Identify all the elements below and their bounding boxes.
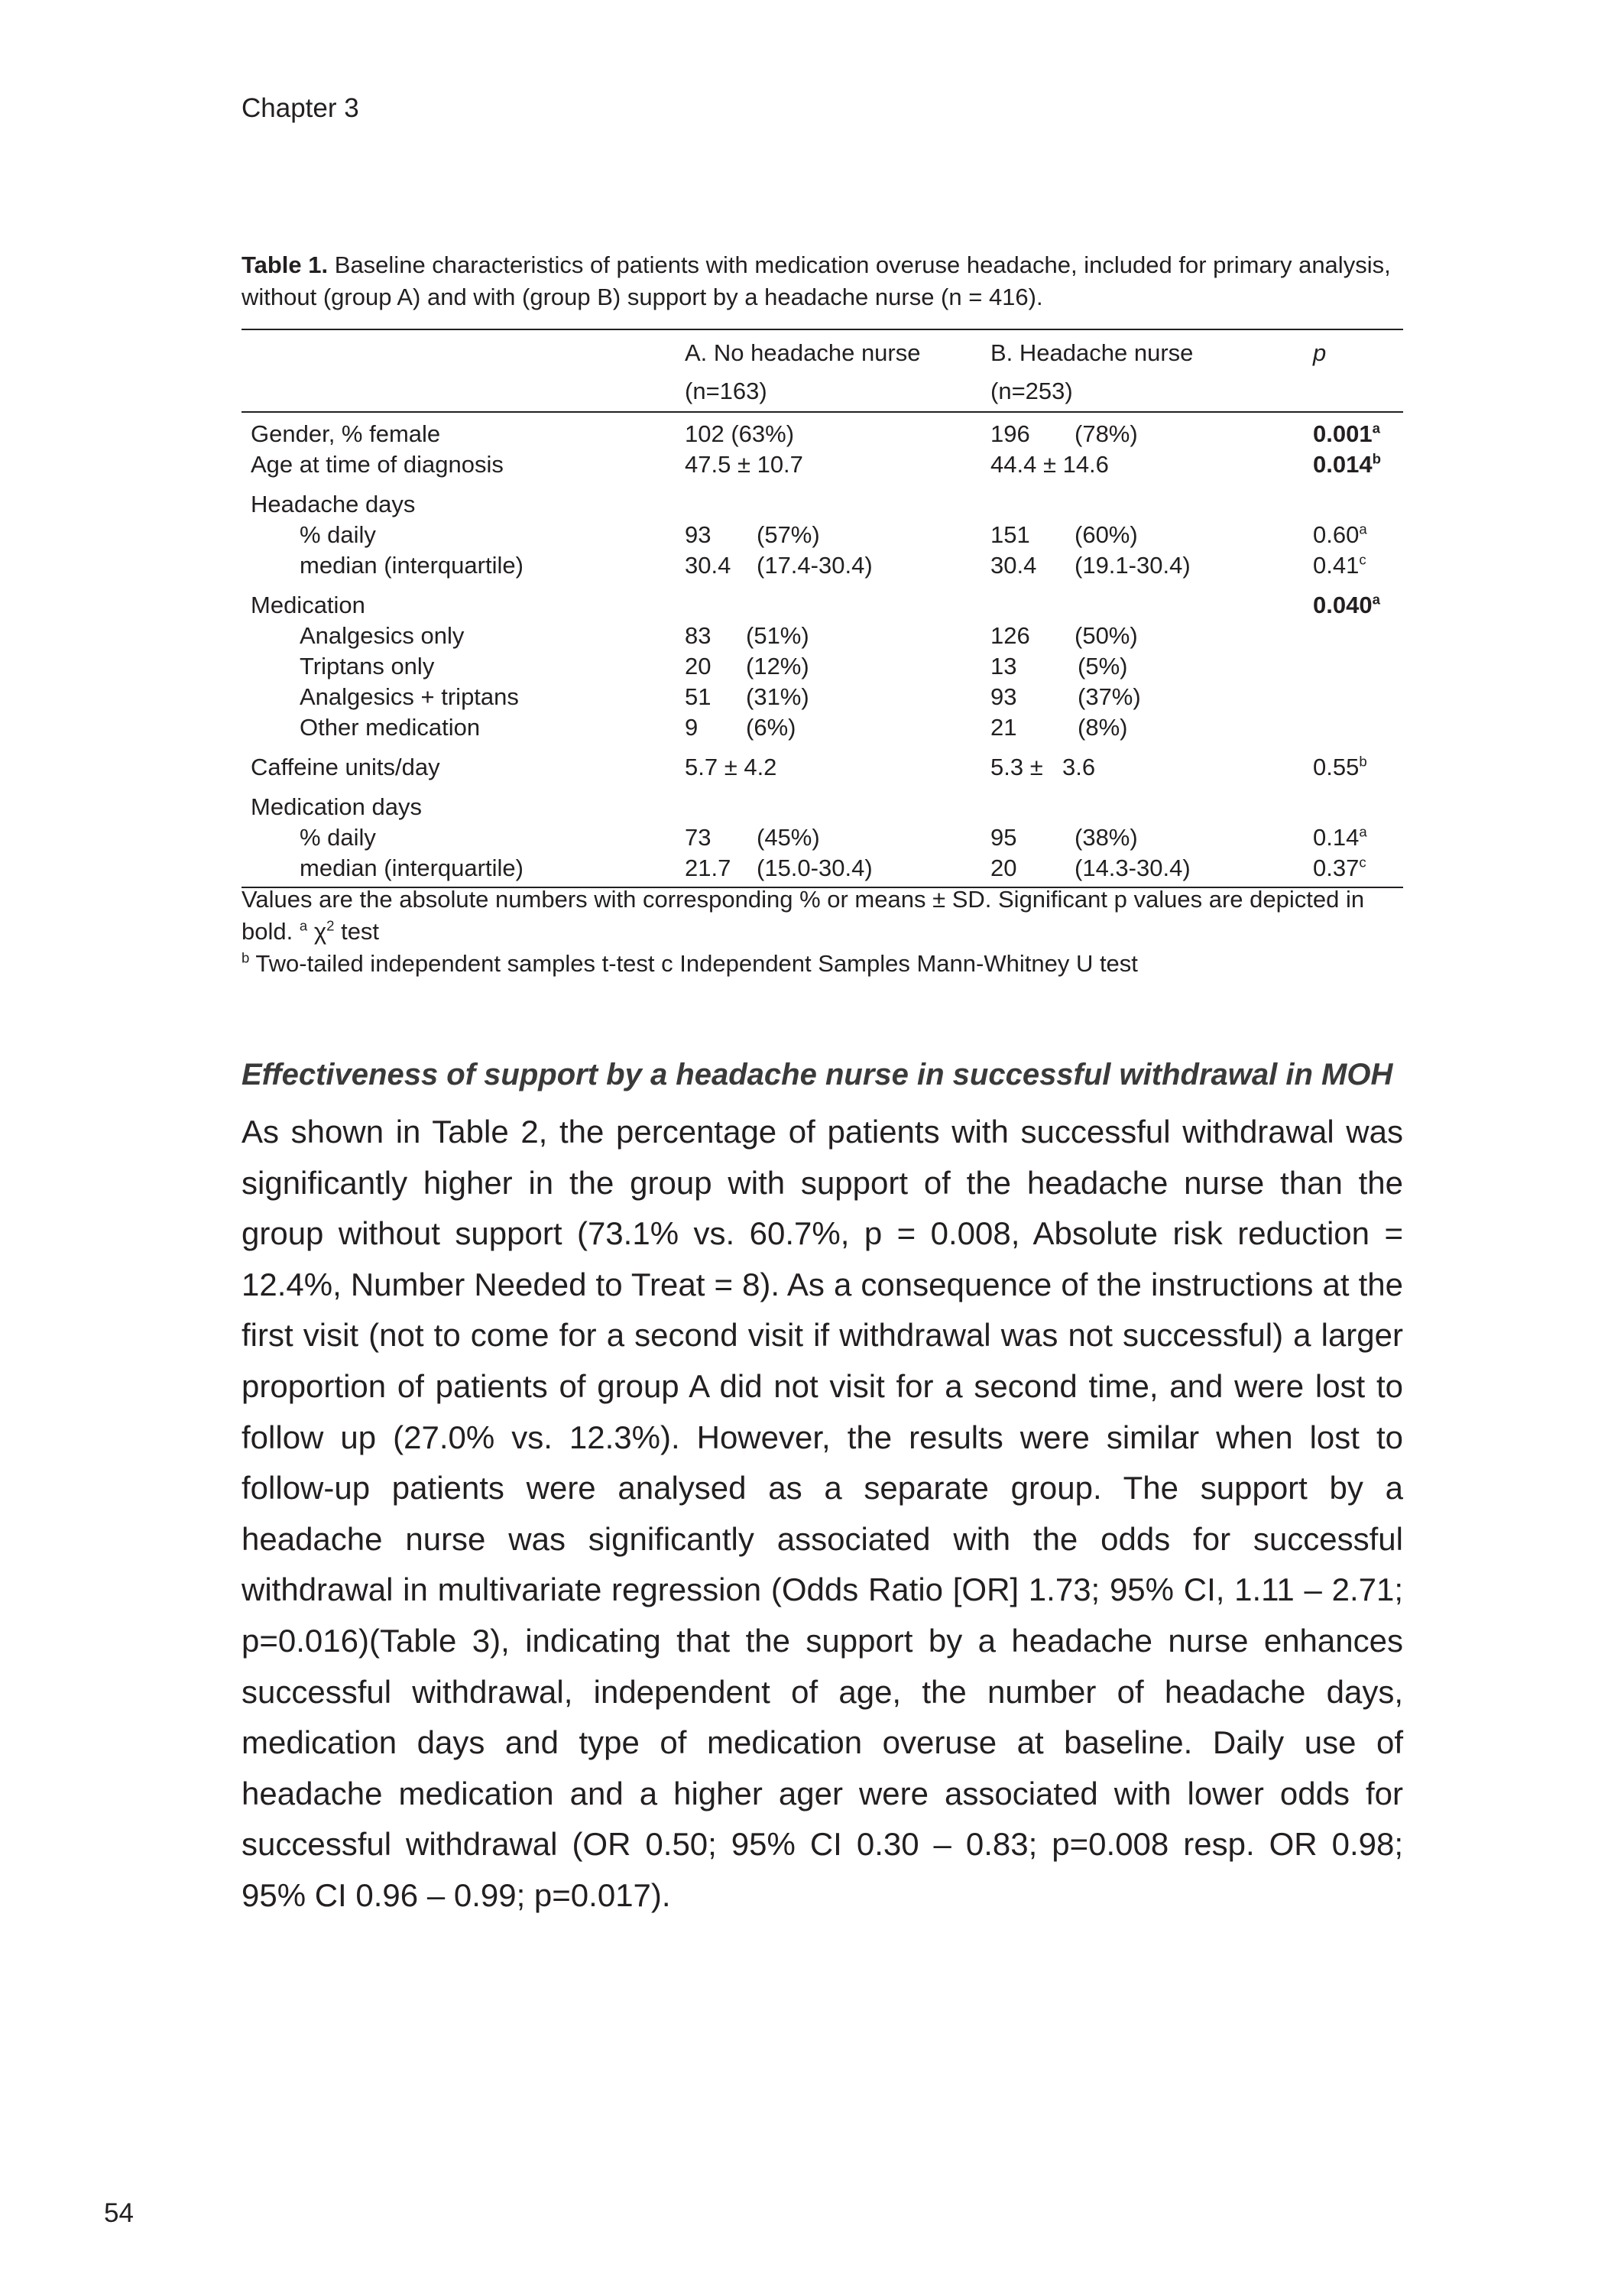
header-group-b-n: (n=253) [981, 368, 1304, 412]
cell-group-a: 73 (45%) [685, 824, 820, 851]
table-row [241, 480, 1403, 520]
table-row [241, 581, 1403, 621]
cell-group-a: 21.7 (15.0-30.4) [685, 855, 873, 881]
page-number: 54 [104, 2198, 134, 2228]
table-header-row-1 [241, 329, 1403, 368]
table-row [241, 822, 1403, 853]
cell-group-b: 44.4 ± 14.6 [990, 451, 1109, 478]
header-group-a: A. No headache nurse [685, 339, 921, 366]
cell-group-a: 102 (63%) [685, 420, 795, 447]
table-note-1: Values are the absolute numbers with corresponding % or means ± SD. Significant p values are depicted in bold. $^a$ $\chi^2$ test [241, 886, 1365, 945]
row-label: Caffeine units/day [251, 754, 440, 780]
table-header-row-2 [241, 368, 1403, 412]
cell-group-a: 9 (6%) [685, 714, 796, 741]
header-empty [241, 329, 676, 368]
header-group-b: B. Headache nurse [990, 339, 1194, 366]
table-notes [241, 884, 1403, 980]
cell-group-b: 93 (37%) [990, 683, 1141, 710]
table-note-2: $^b$ Two-tailed independent samples t-test c Independent Samples Mann-Whitney U test [241, 949, 1138, 977]
cell-group-b: 95 (38%) [990, 824, 1138, 851]
cell-group-b: 151 (60%) [990, 521, 1138, 548]
table-row [241, 712, 1403, 743]
table-caption-label: Table 1. [241, 251, 329, 278]
cell-group-a: 83 (51%) [685, 622, 809, 649]
cell-group-a: 5.7 ± 4.2 [685, 754, 777, 780]
cell-group-a: 51 (31%) [685, 683, 809, 710]
table-row [241, 550, 1403, 581]
header-p: p [1313, 339, 1327, 366]
cell-group-b: 20 (14.3-30.4) [990, 855, 1191, 881]
cell-p-value: 0.14$^a$ [1313, 823, 1367, 851]
row-label: Analgesics + triptans [300, 683, 519, 710]
table-row [241, 682, 1403, 712]
row-label: Analgesics only [300, 622, 465, 649]
row-label: Headache days [251, 491, 416, 517]
cell-p-value: 0.37$^c$ [1313, 854, 1366, 881]
table-row [241, 412, 1403, 449]
cell-p-value: 0.55$^b$ [1313, 753, 1367, 780]
table-caption-text: Baseline characteristics of patients with medication overuse headache, included for primary analysis, without (group A) and with (group B) support by a headache nurse (n = 416). [241, 251, 1391, 310]
cell-group-b: 5.3 ± 3.6 [990, 754, 1096, 780]
cell-group-b: 13 (5%) [990, 653, 1128, 679]
cell-p-value: 0.41$^c$ [1313, 551, 1366, 579]
table-row [241, 621, 1403, 651]
cell-group-b: 30.4 (19.1-30.4) [990, 552, 1191, 579]
row-label: Medication [251, 592, 365, 618]
header-empty [1304, 368, 1403, 412]
header-empty [241, 368, 676, 412]
header-group-a-n: (n=163) [676, 368, 981, 412]
cell-group-b: 126 (50%) [990, 622, 1138, 649]
row-label: % daily [300, 521, 376, 548]
row-label: Age at time of diagnosis [251, 451, 504, 478]
cell-group-a: 30.4 (17.4-30.4) [685, 552, 873, 579]
section-heading: Effectiveness of support by a headache nurse in successful withdrawal in MOH [241, 1058, 1393, 1091]
cell-p-value: 0.001$^a$ [1313, 420, 1380, 447]
row-label: Other medication [300, 714, 481, 741]
row-label: Gender, % female [251, 420, 441, 447]
cell-group-a: 47.5 ± 10.7 [685, 451, 803, 478]
cell-group-a: 93 (57%) [685, 521, 820, 548]
baseline-table [241, 329, 1403, 888]
table-row [241, 743, 1403, 783]
cell-p-value: 0.60$^a$ [1313, 521, 1367, 548]
cell-group-a: 20 (12%) [685, 653, 809, 679]
body-paragraph: As shown in Table 2, the percentage of patients with successful withdrawal was significantly higher in the group with support of the headache nurse than the group without support (73.1% vs. 60.7%, p = 0.008, Absolute risk reduction = 12.4%, Number Needed to Treat = 8). As a consequence of the instructions at the first visit (not to come for a second visit if withdrawal was not successful) a larger proportion of patients of group A did not visit for a second time, and were lost to follow up (27.0% vs. 12.3%). However, the results were similar when lost to follow-up patients were analysed as a separate group. The support by a headache nurse was significantly associated with the odds for successful withdrawal in multivariate regression (Odds Ratio [OR] 1.73; 95% CI, 1.11 – 2.71; p=0.016)(Table 3), indicating that the support by a headache nurse enhances successful withdrawal, independent of age, the number of headache days, medication days and type of medication overuse at baseline. Daily use of headache medication and a higher ager were associated with lower odds for successful withdrawal (OR 0.50; 95% CI 0.30 – 0.83; p=0.008 resp. OR 0.98; 95% CI 0.96 – 0.99; p=0.017). [241, 1114, 1403, 1913]
cell-group-b: 21 (8%) [990, 714, 1128, 741]
row-label: median (interquartile) [300, 855, 524, 881]
table-row [241, 449, 1403, 480]
table-row [241, 783, 1403, 822]
cell-p-value: 0.014$^b$ [1313, 450, 1381, 478]
row-label: Medication days [251, 793, 423, 820]
table-row [241, 651, 1403, 682]
row-label: % daily [300, 824, 376, 851]
table-row [241, 853, 1403, 887]
chapter-header: Chapter 3 [241, 93, 359, 123]
cell-group-b: 196 (78%) [990, 420, 1138, 447]
table-caption [241, 249, 1403, 313]
row-label: Triptans only [300, 653, 435, 679]
cell-p-value: 0.040$^a$ [1313, 591, 1380, 618]
table-row [241, 520, 1403, 550]
row-label: median (interquartile) [300, 552, 524, 579]
